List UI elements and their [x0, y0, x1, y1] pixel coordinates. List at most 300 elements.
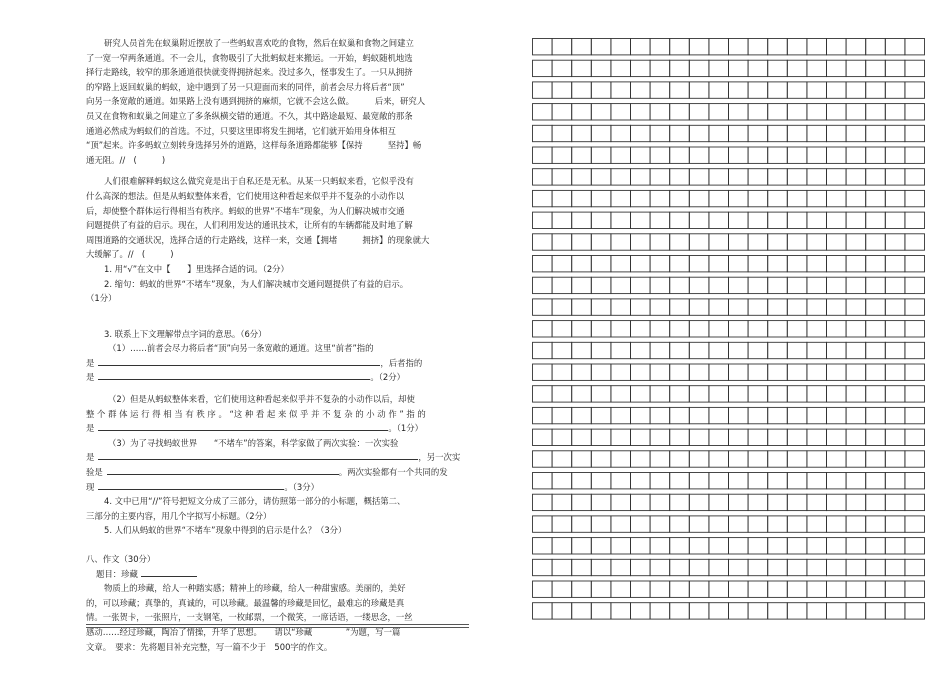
grid-cell[interactable]: [552, 299, 572, 315]
grid-cell[interactable]: [572, 321, 592, 337]
grid-cell[interactable]: [827, 473, 847, 489]
grid-cell[interactable]: [611, 516, 631, 532]
grid-cell[interactable]: [670, 603, 690, 619]
grid-cell[interactable]: [670, 364, 690, 380]
grid-cell[interactable]: [729, 364, 749, 380]
grid-cell[interactable]: [768, 234, 788, 250]
grid-cell[interactable]: [709, 147, 729, 163]
grid-cell[interactable]: [827, 39, 847, 55]
grid-cell[interactable]: [748, 342, 768, 358]
grid-cell[interactable]: [827, 451, 847, 467]
grid-cell[interactable]: [533, 299, 553, 315]
grid-cell[interactable]: [729, 473, 749, 489]
grid-cell[interactable]: [729, 407, 749, 423]
grid-cell[interactable]: [709, 603, 729, 619]
grid-cell[interactable]: [689, 321, 709, 337]
grid-cell[interactable]: [533, 190, 553, 206]
grid-cell[interactable]: [572, 60, 592, 76]
grid-cell[interactable]: [533, 125, 553, 141]
grid-cell[interactable]: [846, 39, 866, 55]
grid-cell[interactable]: [905, 342, 925, 358]
answer-blank[interactable]: [98, 421, 388, 431]
grid-cell[interactable]: [709, 212, 729, 228]
grid-cell[interactable]: [885, 321, 905, 337]
grid-cell[interactable]: [533, 212, 553, 228]
grid-cell[interactable]: [807, 147, 827, 163]
grid-cell[interactable]: [611, 342, 631, 358]
grid-cell[interactable]: [846, 559, 866, 575]
grid-cell[interactable]: [866, 82, 886, 98]
grid-cell[interactable]: [846, 321, 866, 337]
grid-cell[interactable]: [631, 581, 651, 597]
grid-cell[interactable]: [611, 277, 631, 293]
grid-cell[interactable]: [768, 39, 788, 55]
grid-cell[interactable]: [827, 386, 847, 402]
grid-cell[interactable]: [905, 169, 925, 185]
grid-cell[interactable]: [611, 299, 631, 315]
grid-cell[interactable]: [885, 212, 905, 228]
grid-cell[interactable]: [533, 494, 553, 510]
grid-cell[interactable]: [631, 473, 651, 489]
grid-cell[interactable]: [631, 256, 651, 272]
grid-cell[interactable]: [552, 516, 572, 532]
grid-cell[interactable]: [807, 473, 827, 489]
grid-cell[interactable]: [552, 429, 572, 445]
grid-cell[interactable]: [650, 277, 670, 293]
grid-cell[interactable]: [729, 386, 749, 402]
grid-cell[interactable]: [552, 39, 572, 55]
grid-cell[interactable]: [768, 559, 788, 575]
grid-cell[interactable]: [729, 516, 749, 532]
grid-cell[interactable]: [846, 299, 866, 315]
grid-cell[interactable]: [591, 60, 611, 76]
grid-cell[interactable]: [572, 538, 592, 554]
grid-cell[interactable]: [533, 559, 553, 575]
grid-cell[interactable]: [768, 277, 788, 293]
grid-cell[interactable]: [611, 386, 631, 402]
grid-cell[interactable]: [709, 364, 729, 380]
grid-cell[interactable]: [611, 494, 631, 510]
grid-cell[interactable]: [591, 364, 611, 380]
grid-cell[interactable]: [866, 473, 886, 489]
grid-cell[interactable]: [827, 603, 847, 619]
grid-cell[interactable]: [552, 212, 572, 228]
grid-cell[interactable]: [807, 299, 827, 315]
grid-cell[interactable]: [729, 190, 749, 206]
grid-cell[interactable]: [748, 451, 768, 467]
grid-cell[interactable]: [591, 82, 611, 98]
grid-cell[interactable]: [552, 277, 572, 293]
grid-cell[interactable]: [572, 277, 592, 293]
grid-cell[interactable]: [572, 169, 592, 185]
grid-cell[interactable]: [748, 407, 768, 423]
grid-cell[interactable]: [611, 559, 631, 575]
grid-cell[interactable]: [807, 104, 827, 120]
grid-cell[interactable]: [885, 147, 905, 163]
grid-cell[interactable]: [827, 60, 847, 76]
grid-cell[interactable]: [689, 299, 709, 315]
grid-cell[interactable]: [650, 169, 670, 185]
grid-cell[interactable]: [670, 39, 690, 55]
grid-cell[interactable]: [846, 386, 866, 402]
grid-cell[interactable]: [552, 386, 572, 402]
grid-cell[interactable]: [572, 603, 592, 619]
grid-cell[interactable]: [885, 516, 905, 532]
grid-cell[interactable]: [689, 256, 709, 272]
grid-cell[interactable]: [709, 538, 729, 554]
grid-cell[interactable]: [709, 256, 729, 272]
grid-cell[interactable]: [591, 169, 611, 185]
writing-grid[interactable]: [532, 38, 930, 632]
grid-cell[interactable]: [748, 299, 768, 315]
grid-cell[interactable]: [689, 169, 709, 185]
grid-cell[interactable]: [787, 212, 807, 228]
grid-cell[interactable]: [846, 256, 866, 272]
grid-cell[interactable]: [866, 190, 886, 206]
grid-cell[interactable]: [689, 538, 709, 554]
grid-cell[interactable]: [533, 603, 553, 619]
grid-cell[interactable]: [631, 169, 651, 185]
grid-cell[interactable]: [807, 60, 827, 76]
grid-cell[interactable]: [650, 147, 670, 163]
grid-cell[interactable]: [905, 429, 925, 445]
grid-cell[interactable]: [533, 169, 553, 185]
grid-cell[interactable]: [866, 60, 886, 76]
grid-cell[interactable]: [729, 277, 749, 293]
grid-cell[interactable]: [670, 299, 690, 315]
grid-cell[interactable]: [729, 581, 749, 597]
grid-cell[interactable]: [650, 473, 670, 489]
grid-cell[interactable]: [689, 451, 709, 467]
grid-cell[interactable]: [709, 60, 729, 76]
grid-cell[interactable]: [533, 342, 553, 358]
grid-cell[interactable]: [807, 342, 827, 358]
grid-cell[interactable]: [885, 169, 905, 185]
grid-cell[interactable]: [905, 60, 925, 76]
grid-cell[interactable]: [787, 429, 807, 445]
grid-cell[interactable]: [827, 299, 847, 315]
grid-cell[interactable]: [807, 82, 827, 98]
grid-cell[interactable]: [846, 407, 866, 423]
grid-cell[interactable]: [787, 104, 807, 120]
grid-cell[interactable]: [866, 386, 886, 402]
grid-cell[interactable]: [846, 234, 866, 250]
answer-blank[interactable]: [107, 465, 339, 475]
grid-cell[interactable]: [631, 234, 651, 250]
grid-cell[interactable]: [768, 429, 788, 445]
grid-cell[interactable]: [827, 342, 847, 358]
grid-cell[interactable]: [670, 190, 690, 206]
grid-cell[interactable]: [572, 386, 592, 402]
grid-cell[interactable]: [866, 429, 886, 445]
grid-cell[interactable]: [709, 234, 729, 250]
grid-cell[interactable]: [631, 60, 651, 76]
grid-cell[interactable]: [787, 147, 807, 163]
grid-cell[interactable]: [729, 559, 749, 575]
grid-cell[interactable]: [827, 234, 847, 250]
grid-cell[interactable]: [572, 516, 592, 532]
grid-cell[interactable]: [572, 473, 592, 489]
grid-cell[interactable]: [729, 538, 749, 554]
grid-cell[interactable]: [650, 234, 670, 250]
grid-cell[interactable]: [827, 169, 847, 185]
grid-cell[interactable]: [572, 364, 592, 380]
grid-cell[interactable]: [807, 494, 827, 510]
grid-cell[interactable]: [572, 451, 592, 467]
grid-cell[interactable]: [748, 277, 768, 293]
grid-cell[interactable]: [807, 169, 827, 185]
grid-cell[interactable]: [689, 82, 709, 98]
grid-cell[interactable]: [748, 169, 768, 185]
grid-cell[interactable]: [689, 603, 709, 619]
grid-cell[interactable]: [533, 104, 553, 120]
grid-cell[interactable]: [807, 559, 827, 575]
grid-cell[interactable]: [885, 190, 905, 206]
grid-cell[interactable]: [729, 234, 749, 250]
grid-cell[interactable]: [905, 256, 925, 272]
grid-cell[interactable]: [768, 516, 788, 532]
grid-cell[interactable]: [729, 39, 749, 55]
grid-cell[interactable]: [709, 299, 729, 315]
grid-cell[interactable]: [885, 234, 905, 250]
grid-cell[interactable]: [689, 234, 709, 250]
grid-cell[interactable]: [650, 386, 670, 402]
grid-cell[interactable]: [768, 451, 788, 467]
grid-cell[interactable]: [572, 494, 592, 510]
grid-cell[interactable]: [709, 559, 729, 575]
grid-cell[interactable]: [866, 277, 886, 293]
grid-cell[interactable]: [552, 538, 572, 554]
grid-cell[interactable]: [768, 321, 788, 337]
grid-cell[interactable]: [670, 494, 690, 510]
grid-cell[interactable]: [631, 39, 651, 55]
grid-cell[interactable]: [670, 451, 690, 467]
answer-blank[interactable]: [98, 480, 284, 490]
grid-cell[interactable]: [827, 104, 847, 120]
grid-cell[interactable]: [591, 212, 611, 228]
grid-cell[interactable]: [552, 125, 572, 141]
grid-cell[interactable]: [670, 256, 690, 272]
grid-cell[interactable]: [709, 82, 729, 98]
grid-cell[interactable]: [768, 212, 788, 228]
grid-cell[interactable]: [572, 39, 592, 55]
grid-cell[interactable]: [885, 451, 905, 467]
grid-cell[interactable]: [650, 516, 670, 532]
grid-cell[interactable]: [748, 386, 768, 402]
grid-cell[interactable]: [827, 364, 847, 380]
grid-cell[interactable]: [905, 299, 925, 315]
grid-cell[interactable]: [827, 190, 847, 206]
grid-cell[interactable]: [866, 581, 886, 597]
grid-cell[interactable]: [689, 147, 709, 163]
grid-cell[interactable]: [807, 321, 827, 337]
grid-cell[interactable]: [807, 256, 827, 272]
grid-cell[interactable]: [650, 82, 670, 98]
grid-cell[interactable]: [689, 429, 709, 445]
grid-cell[interactable]: [807, 386, 827, 402]
grid-cell[interactable]: [533, 364, 553, 380]
grid-cell[interactable]: [787, 559, 807, 575]
grid-cell[interactable]: [846, 364, 866, 380]
grid-cell[interactable]: [748, 212, 768, 228]
grid-cell[interactable]: [787, 234, 807, 250]
grid-cell[interactable]: [591, 429, 611, 445]
grid-cell[interactable]: [729, 603, 749, 619]
grid-cell[interactable]: [729, 451, 749, 467]
grid-cell[interactable]: [552, 256, 572, 272]
grid-cell[interactable]: [670, 407, 690, 423]
grid-cell[interactable]: [631, 451, 651, 467]
grid-cell[interactable]: [768, 125, 788, 141]
grid-cell[interactable]: [866, 538, 886, 554]
grid-cell[interactable]: [748, 60, 768, 76]
grid-cell[interactable]: [631, 190, 651, 206]
grid-cell[interactable]: [866, 39, 886, 55]
grid-cell[interactable]: [670, 581, 690, 597]
grid-cell[interactable]: [670, 321, 690, 337]
grid-cell[interactable]: [591, 581, 611, 597]
grid-cell[interactable]: [689, 190, 709, 206]
grid-cell[interactable]: [866, 342, 886, 358]
grid-cell[interactable]: [905, 603, 925, 619]
grid-cell[interactable]: [689, 559, 709, 575]
grid-cell[interactable]: [885, 364, 905, 380]
grid-cell[interactable]: [787, 277, 807, 293]
grid-cell[interactable]: [709, 386, 729, 402]
answer-blank[interactable]: [98, 450, 418, 460]
grid-cell[interactable]: [709, 581, 729, 597]
grid-cell[interactable]: [572, 299, 592, 315]
grid-cell[interactable]: [748, 190, 768, 206]
grid-cell[interactable]: [787, 321, 807, 337]
grid-cell[interactable]: [670, 104, 690, 120]
grid-cell[interactable]: [905, 494, 925, 510]
grid-cell[interactable]: [748, 516, 768, 532]
grid-cell[interactable]: [866, 169, 886, 185]
grid-cell[interactable]: [807, 234, 827, 250]
grid-cell[interactable]: [748, 429, 768, 445]
grid-cell[interactable]: [670, 516, 690, 532]
grid-cell[interactable]: [533, 147, 553, 163]
grid-cell[interactable]: [885, 104, 905, 120]
grid-cell[interactable]: [885, 277, 905, 293]
grid-cell[interactable]: [552, 364, 572, 380]
grid-cell[interactable]: [885, 299, 905, 315]
grid-cell[interactable]: [807, 190, 827, 206]
grid-cell[interactable]: [611, 60, 631, 76]
grid-cell[interactable]: [552, 60, 572, 76]
grid-cell[interactable]: [631, 125, 651, 141]
grid-cell[interactable]: [552, 190, 572, 206]
grid-cell[interactable]: [591, 234, 611, 250]
grid-cell[interactable]: [650, 494, 670, 510]
grid-cell[interactable]: [807, 364, 827, 380]
grid-cell[interactable]: [905, 190, 925, 206]
grid-cell[interactable]: [827, 407, 847, 423]
grid-cell[interactable]: [670, 212, 690, 228]
grid-cell[interactable]: [650, 364, 670, 380]
grid-cell[interactable]: [670, 429, 690, 445]
grid-cell[interactable]: [709, 429, 729, 445]
grid-cell[interactable]: [885, 60, 905, 76]
grid-cell[interactable]: [572, 429, 592, 445]
grid-cell[interactable]: [631, 104, 651, 120]
grid-cell[interactable]: [631, 342, 651, 358]
grid-cell[interactable]: [572, 104, 592, 120]
grid-cell[interactable]: [650, 125, 670, 141]
grid-cell[interactable]: [846, 277, 866, 293]
grid-cell[interactable]: [670, 277, 690, 293]
grid-cell[interactable]: [552, 104, 572, 120]
grid-cell[interactable]: [866, 256, 886, 272]
grid-cell[interactable]: [591, 125, 611, 141]
grid-cell[interactable]: [748, 494, 768, 510]
grid-cell[interactable]: [650, 603, 670, 619]
grid-cell[interactable]: [591, 559, 611, 575]
grid-cell[interactable]: [709, 169, 729, 185]
grid-cell[interactable]: [846, 147, 866, 163]
grid-cell[interactable]: [866, 299, 886, 315]
grid-cell[interactable]: [552, 581, 572, 597]
grid-cell[interactable]: [552, 451, 572, 467]
grid-cell[interactable]: [768, 190, 788, 206]
grid-cell[interactable]: [787, 407, 807, 423]
grid-cell[interactable]: [846, 516, 866, 532]
grid-cell[interactable]: [689, 39, 709, 55]
grid-cell[interactable]: [748, 82, 768, 98]
grid-cell[interactable]: [905, 147, 925, 163]
grid-cell[interactable]: [768, 494, 788, 510]
grid-cell[interactable]: [552, 234, 572, 250]
grid-cell[interactable]: [533, 277, 553, 293]
grid-cell[interactable]: [572, 125, 592, 141]
grid-cell[interactable]: [591, 39, 611, 55]
grid-cell[interactable]: [905, 104, 925, 120]
grid-cell[interactable]: [709, 190, 729, 206]
grid-cell[interactable]: [611, 125, 631, 141]
grid-cell[interactable]: [748, 234, 768, 250]
grid-cell[interactable]: [631, 386, 651, 402]
grid-cell[interactable]: [866, 234, 886, 250]
grid-cell[interactable]: [689, 212, 709, 228]
grid-cell[interactable]: [533, 451, 553, 467]
grid-cell[interactable]: [533, 39, 553, 55]
grid-cell[interactable]: [670, 147, 690, 163]
grid-cell[interactable]: [787, 60, 807, 76]
grid-cell[interactable]: [729, 60, 749, 76]
grid-cell[interactable]: [552, 169, 572, 185]
grid-cell[interactable]: [885, 603, 905, 619]
grid-cell[interactable]: [748, 364, 768, 380]
grid-cell[interactable]: [689, 104, 709, 120]
grid-cell[interactable]: [631, 277, 651, 293]
grid-cell[interactable]: [591, 342, 611, 358]
grid-cell[interactable]: [866, 451, 886, 467]
grid-cell[interactable]: [748, 473, 768, 489]
grid-cell[interactable]: [807, 212, 827, 228]
grid-cell[interactable]: [670, 342, 690, 358]
grid-cell[interactable]: [591, 494, 611, 510]
grid-cell[interactable]: [689, 125, 709, 141]
grid-cell[interactable]: [611, 473, 631, 489]
grid-cell[interactable]: [748, 147, 768, 163]
grid-cell[interactable]: [572, 212, 592, 228]
grid-cell[interactable]: [827, 212, 847, 228]
grid-cell[interactable]: [552, 147, 572, 163]
grid-cell[interactable]: [611, 451, 631, 467]
grid-cell[interactable]: [689, 277, 709, 293]
grid-cell[interactable]: [827, 516, 847, 532]
